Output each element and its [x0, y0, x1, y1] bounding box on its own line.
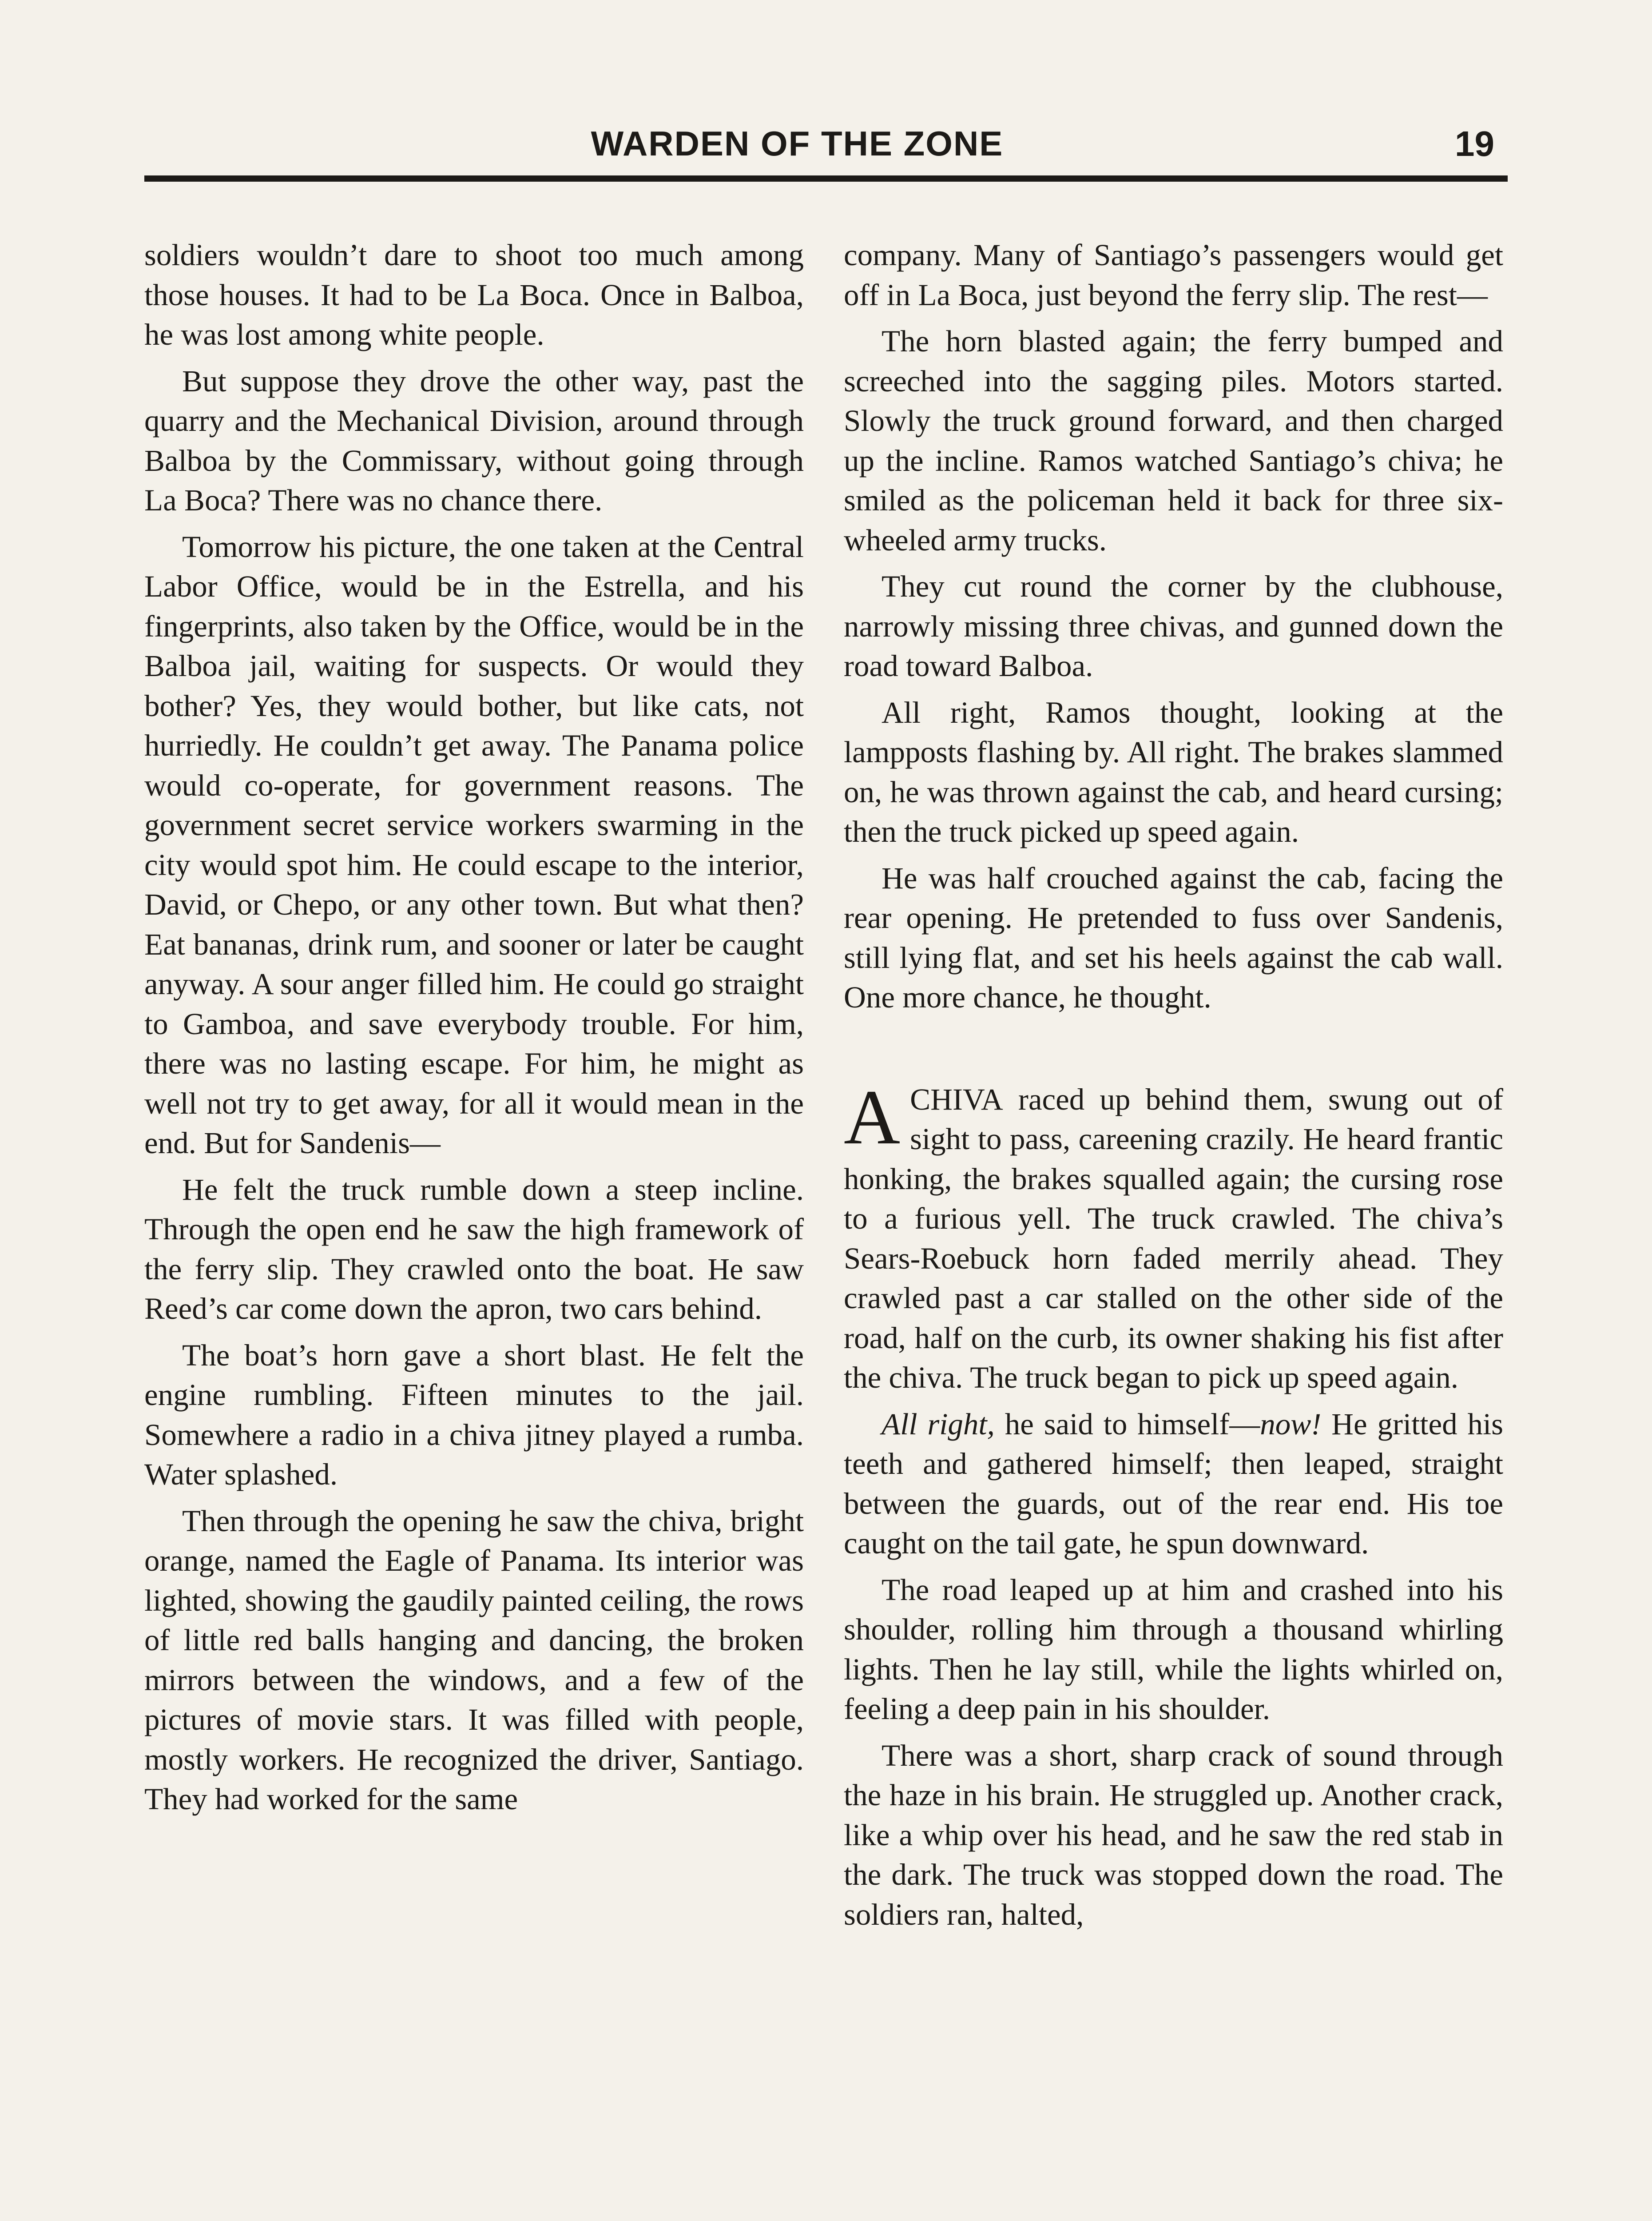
paragraph: company. Many of Santiago’s passengers would get off in La Boca, just beyond the ferry slip. The rest—: [844, 238, 1503, 312]
running-title: WARDEN OF THE ZONE: [591, 124, 1004, 163]
text-span: he said to himself—: [994, 1407, 1260, 1441]
paragraph: He felt the truck rumble down a steep incline. Through the open end he saw the high framework of the ferry slip. They crawled onto the boat. He saw Reed’s car come down the apron, two cars behind.: [144, 1172, 804, 1325]
paragraph: There was a short, sharp crack of sound through the haze in his brain. He struggled up. Another crack, like a whip over his head, and he saw the red stab in the dark. The truck was stopped down the road. The soldiers ran, halted,: [844, 1738, 1503, 1931]
paragraph: He was half crouched against the cab, facing the rear opening. He pretended to fuss over Sandenis, still lying flat, and set his heels against the cab wall. One more chance, he thought.: [844, 861, 1503, 1014]
drop-cap: A: [844, 1074, 901, 1161]
paragraph: [844, 1405, 1503, 1564]
right-column: [844, 235, 1503, 1941]
header-rule: [144, 175, 1508, 182]
left-column: [144, 235, 804, 1826]
italic-phrase: now!: [1260, 1407, 1322, 1441]
paragraph: All right, Ramos thought, looking at the lampposts flashing by. All right. The brakes slammed on, he was thrown against the cab, and heard cursing; then the truck picked up speed again.: [844, 695, 1503, 848]
paragraph: The road leaped up at him and crashed into his shoulder, rolling him through a thousand whirling lights. Then he lay still, while the lights whirled on, feeling a deep pain in his shoulder.: [844, 1572, 1503, 1726]
paragraph: But suppose they drove the other way, past the quarry and the Mechanical Division, around through Balboa by the Commissary, without going through La Boca? There was no chance there.: [144, 364, 804, 517]
paragraph: They cut round the corner by the clubhouse, narrowly missing three chivas, and gunned down the road toward Balboa.: [844, 569, 1503, 683]
italic-phrase: All right,: [882, 1407, 995, 1441]
paragraph: Then through the opening he saw the chiva, bright orange, named the Eagle of Panama. Its interior was lighted, showing the gaudily painted ceiling, the rows of little red balls hanging and dancing, the broken mirrors between the windows, and a few of the pictures of movie stars. It was filled with people, mostly workers. He recognized the driver, Santiago. They had worked for the same: [144, 1504, 804, 1816]
paragraph: Tomorrow his picture, the one taken at the Central Labor Office, would be in the Estrella, and his fingerprints, also taken by the Office, would be in the Balboa jail, waiting for suspects. Or would they bother? Yes, they would bother, but like cats, not hurriedly. He couldn’t get away. The Panama police would co-operate, for government reasons. The government secret service workers swarming in the city would spot him. He could escape to the interior, David, or Chepo, or any other town. But what then? Eat bananas, drink rum, and sooner or later be caught anyway. A sour anger filled him. He could go straight to Gamboa, and save everybody trouble. For him, there was no lasting escape. For him, he might as well not try to get away, for all it would mean in the end. But for Sandenis—: [144, 529, 804, 1160]
paragraph: soldiers wouldn’t dare to shoot too much among those houses. It had to be La Boca. Once in Balboa, he was lost among white people.: [144, 238, 804, 351]
opening-caps: CHIVA: [910, 1082, 1003, 1116]
opening-text: raced up behind them, swung out of sight to pass, careening crazily. He heard frantic honking, the brakes squalled again; the cursing rose to a furious yell. The truck crawled. The chiva’s Sears-Roebuck horn faded merrily ahead. They crawled past a car stalled on the other side of the road, half on the curb, its owner shaking his fist after the chiva. The truck began to pick up speed again.: [844, 1082, 1503, 1394]
text-span: He gritted his teeth and gathered himself; then leaped, straight between the guards, out of the rear end. His toe caught on the tail gate, he spun downward.: [844, 1407, 1503, 1560]
section-opening-paragraph: [844, 1074, 1503, 1398]
paragraph: The horn blasted again; the ferry bumped and screeched into the sagging piles. Motors started. Slowly the truck ground forward, and then charged up the incline. Ramos watched Santiago’s chiva; he smiled as the policeman held it back for three six-wheeled army trucks.: [844, 324, 1503, 557]
running-head: [144, 123, 1508, 172]
paragraph: The boat’s horn gave a short blast. He felt the engine rumbling. Fifteen minutes to the jail. Somewhere a radio in a chiva jitney played a rumba. Water splashed.: [144, 1338, 804, 1491]
page-number: 19: [1455, 124, 1494, 163]
